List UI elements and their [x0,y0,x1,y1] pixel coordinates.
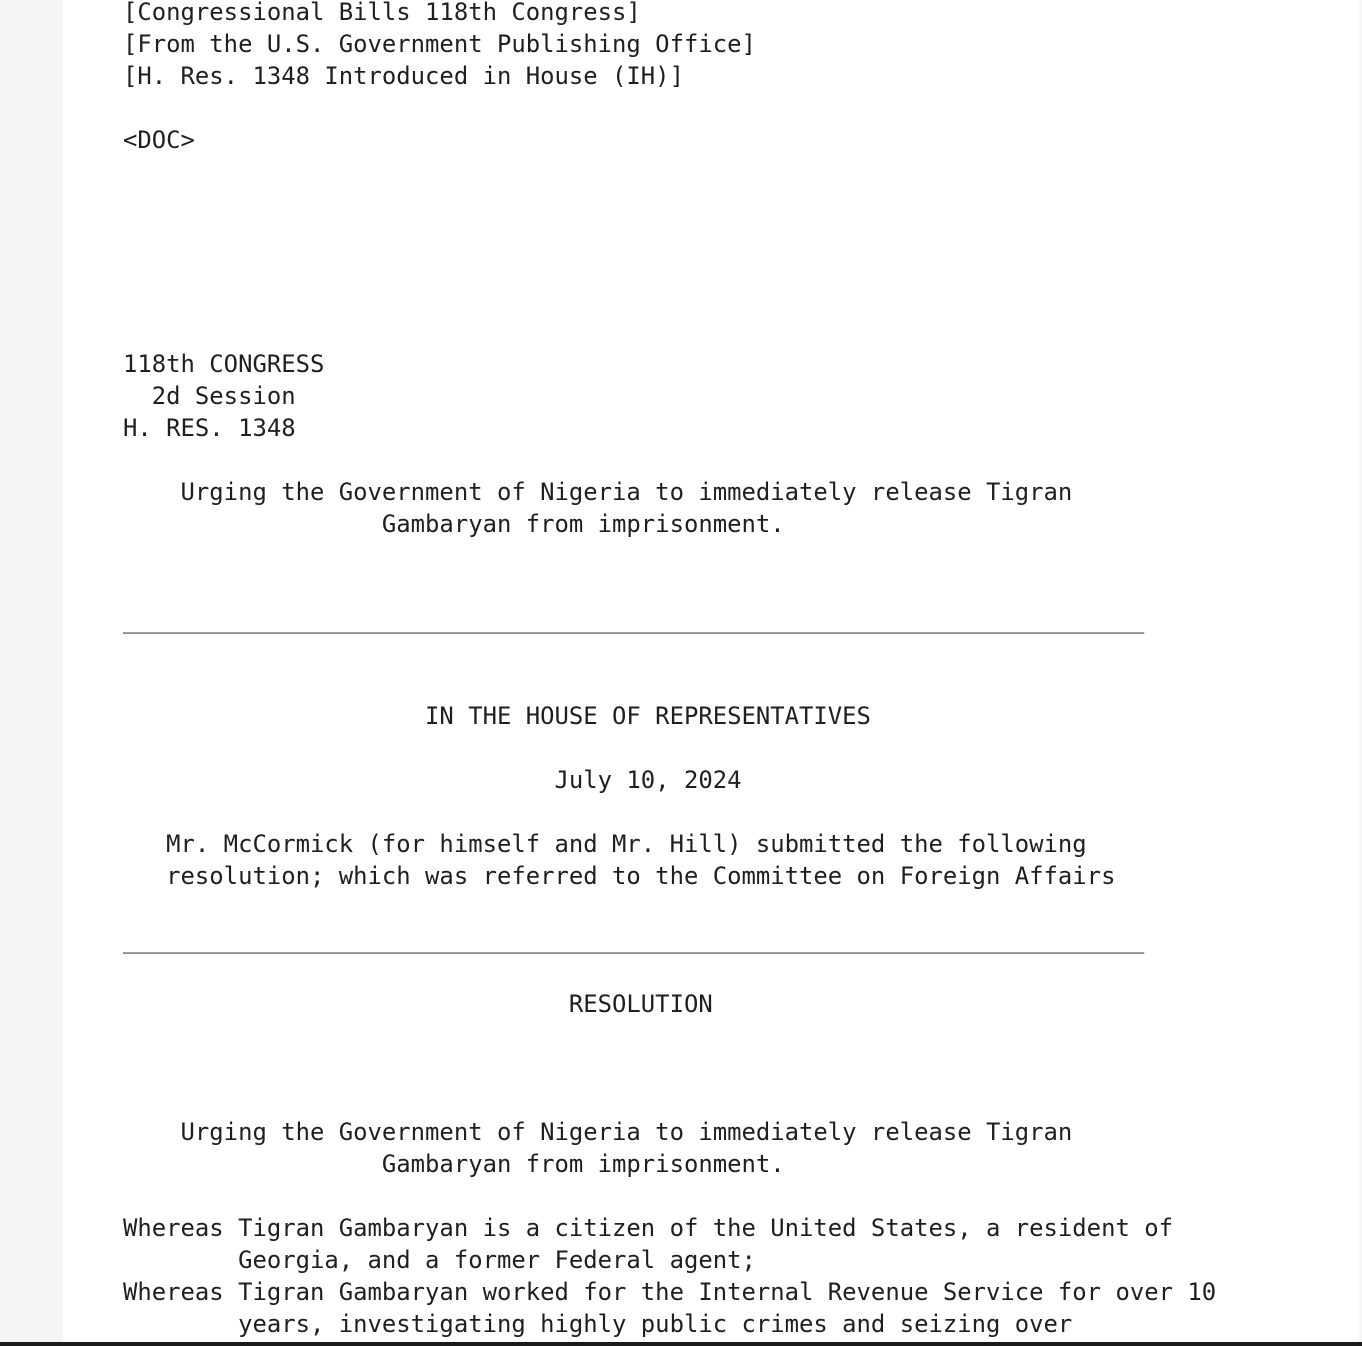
divider: _______________________________________________________________________ [123,606,1145,634]
short-title-line-2: Gambaryan from imprisonment. [123,510,785,538]
doc-tag: <DOC> [123,126,195,154]
resolution-title-line-1: Urging the Government of Nigeria to immediately release Tigran [123,1118,1073,1146]
whereas-clause-2-line-2: years, investigating highly public crimes and seizing over [123,1310,1073,1338]
sponsor-line-2: resolution; which was referred to the Committee on Foreign Affairs [123,862,1116,890]
header-line-2: [From the U.S. Government Publishing Office] [123,30,756,58]
sponsor-line-1: Mr. McCormick (for himself and Mr. Hill) submitted the following [123,830,1087,858]
whereas-clause-2-line-1: Whereas Tigran Gambaryan worked for the Internal Revenue Service for over 10 [123,1278,1217,1306]
introduced-date: July 10, 2024 [123,766,742,794]
window-bottom-edge [0,1342,1362,1346]
left-margin [0,0,63,1346]
resolution-heading: RESOLUTION [123,990,713,1018]
divider: _______________________________________________________________________ [123,926,1145,954]
header-line-3: [H. Res. 1348 Introduced in House (IH)] [123,62,684,90]
resolution-title-line-2: Gambaryan from imprisonment. [123,1150,785,1178]
whereas-clause-1-line-1: Whereas Tigran Gambaryan is a citizen of the United States, a resident of [123,1214,1173,1242]
bill-text [123,0,1216,1340]
chamber-heading: IN THE HOUSE OF REPRESENTATIVES [123,702,871,730]
short-title-line-1: Urging the Government of Nigeria to immediately release Tigran [123,478,1073,506]
right-edge [1356,0,1362,1346]
whereas-clause-1-line-2: Georgia, and a former Federal agent; [123,1246,756,1274]
congress-label: 118th CONGRESS [123,350,325,378]
session-label: 2d Session [123,382,296,410]
bill-number: H. RES. 1348 [123,414,296,442]
header-line-1: [Congressional Bills 118th Congress] [123,0,641,26]
